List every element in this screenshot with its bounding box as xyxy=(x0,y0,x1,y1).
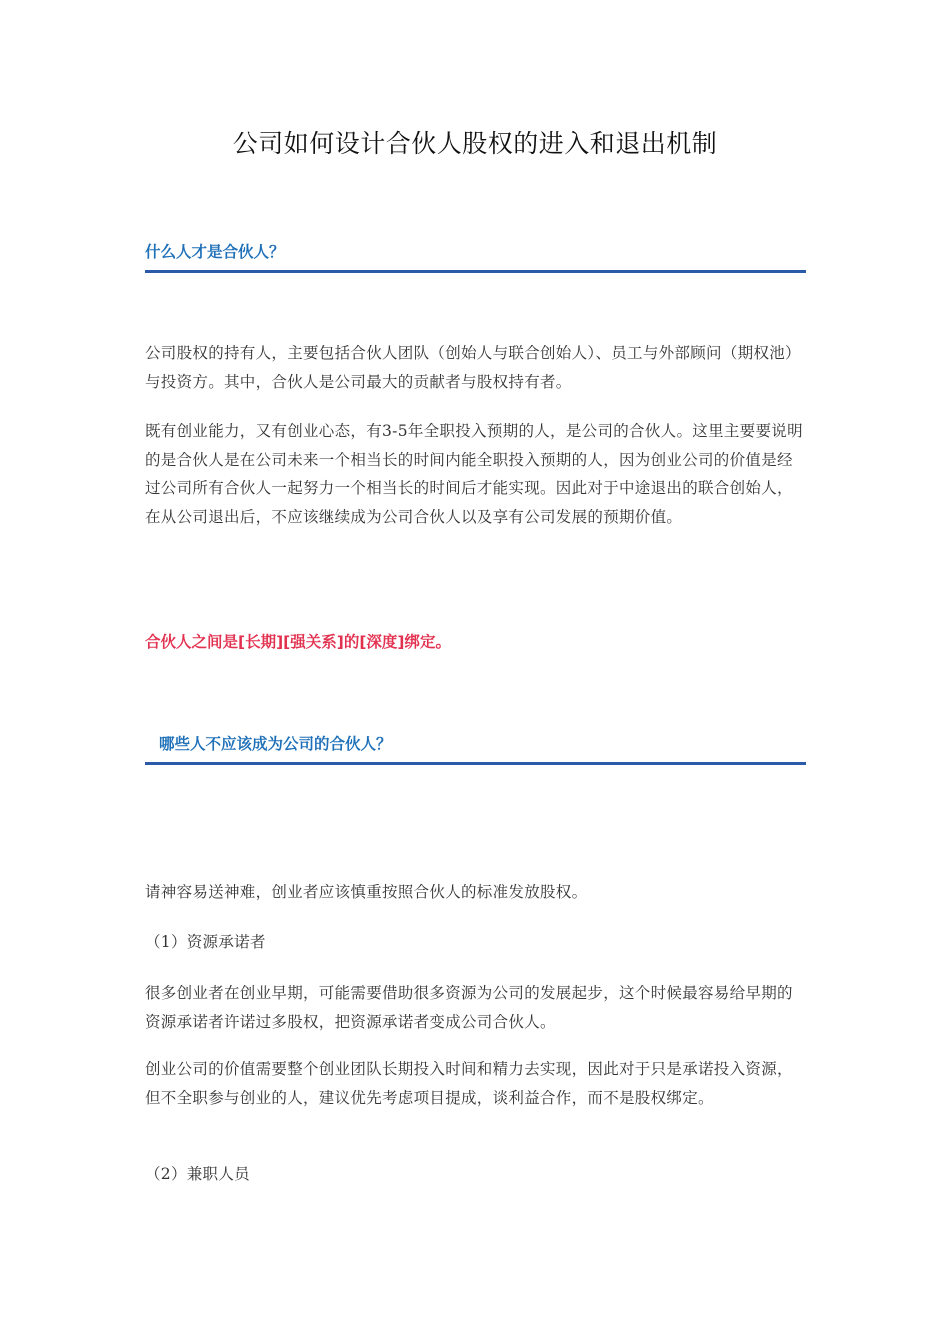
page-title: 公司如何设计合伙人股权的进入和退出机制 xyxy=(232,129,718,158)
section-heading-who-should-not-be-partner xyxy=(145,732,806,765)
paragraph-intro-caution: 请神容易送神难，创业者应该慎重按照合伙人的标准发放股权。 xyxy=(145,883,588,901)
section-heading-who-is-partner xyxy=(145,240,806,273)
paragraph-equity-holders: 公司股权的持有人，主要包括合伙人团队（创始人与联合创始人）、员工与外部顾问（期权池）与投资方。其中，合伙人是公司最大的贡献者与股权持有者。 xyxy=(145,344,801,391)
section-heading-text: 哪些人不应该成为公司的合伙人？ xyxy=(159,735,392,753)
emphasis-partner-binding: 合伙人之间是[长期][强关系]的[深度]绑定。 xyxy=(145,633,452,651)
list-item-label-part-time-staff: （2）兼职人员 xyxy=(145,1165,250,1183)
paragraph-resource-promisers-2: 创业公司的价值需要整个创业团队长期投入时间和精力去实现，因此对于只是承诺投入资源，但不全职参与创业的人，建议优先考虑项目提成，谈利益合作，而不是股权绑定。 xyxy=(145,1060,793,1107)
paragraph-partner-definition: 既有创业能力，又有创业心态，有3-5年全职投入预期的人，是公司的合伙人。这里主要要说明的是合伙人是在公司未来一个相当长的时间内能全职投入预期的人，因为创业公司的价值是经过公司所有合伙人一起努力一个相当长的时间后才能实现。因此对于中途退出的联合创始人，在从公司退出后，不应该继续成为公司合伙人以及享有公司发展的预期价值。 xyxy=(145,422,803,526)
paragraph-resource-promisers-1: 很多创业者在创业早期，可能需要借助很多资源为公司的发展起步，这个时候最容易给早期的资源承诺者许诺过多股权，把资源承诺者变成公司合伙人。 xyxy=(145,984,793,1031)
section-heading-text: 什么人才是合伙人？ xyxy=(145,243,285,261)
list-item-label-resource-promisers: （1）资源承诺者 xyxy=(145,933,266,951)
